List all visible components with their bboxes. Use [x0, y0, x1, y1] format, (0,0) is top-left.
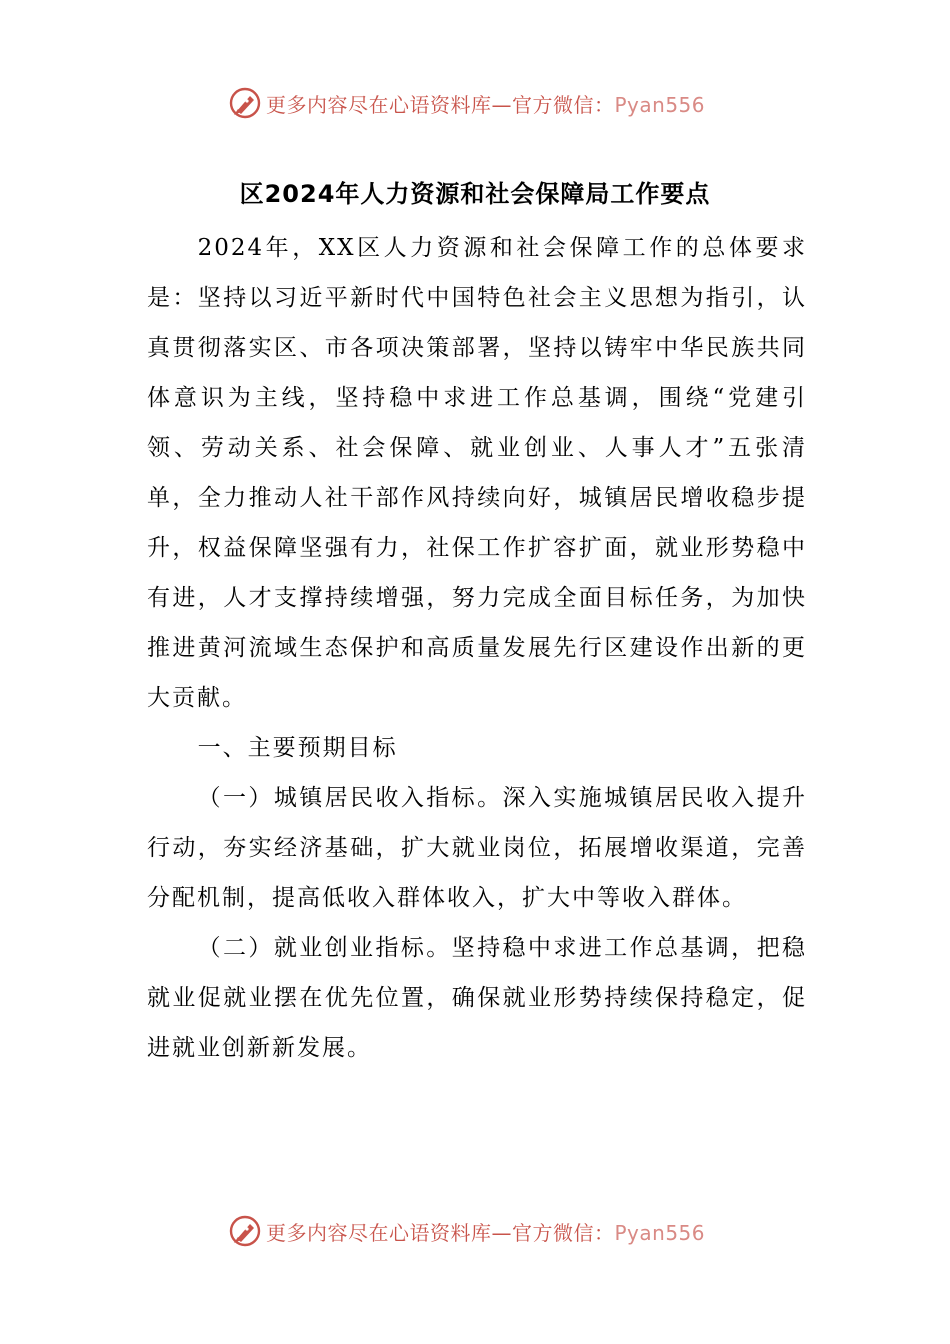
- footer-watermark: [228, 1214, 748, 1248]
- document-body: [147, 223, 807, 1073]
- paragraph-employment-target: （二）就业创业指标。坚持稳中求进工作总基调，把稳就业促就业摆在优先位置，确保就业形势持续保持稳定，促进就业创新新发展。: [147, 935, 807, 1061]
- header-watermark: [228, 86, 748, 120]
- paragraph-income-target: （一）城镇居民收入指标。深入实施城镇居民收入提升行动，夯实经济基础，扩大就业岗位，拓展增收渠道，完善分配机制，提高低收入群体收入，扩大中等收入群体。: [147, 785, 807, 911]
- watermark-text: 更多内容尽在心语资料库—官方微信：Pyan556: [266, 92, 706, 117]
- section-heading: 一、主要预期目标: [197, 735, 398, 761]
- pen-nib-logo-icon: [228, 1214, 262, 1248]
- watermark-text: 更多内容尽在心语资料库—官方微信：Pyan556: [266, 1220, 706, 1245]
- document-title: 区2024年人力资源和社会保障局工作要点: [239, 180, 711, 208]
- paragraph-intro: 2024年，XX区人力资源和社会保障工作的总体要求是：坚持以习近平新时代中国特色社会主义思想为指引，认真贯彻落实区、市各项决策部署，坚持以铸牢中华民族共同体意识为主线，坚持稳中求进工作总基调，围绕“党建引领、劳动关系、社会保障、就业创业、人事人才”五张清单，全力推动人社干部作风持续向好，城镇居民增收稳步提升，权益保障坚强有力，社保工作扩容扩面，就业形势稳中有进，人才支撑持续增强，努力完成全面目标任务，为加快推进黄河流域生态保护和高质量发展先行区建设作出新的更大贡献。: [147, 235, 807, 711]
- pen-nib-logo-icon: [228, 86, 262, 120]
